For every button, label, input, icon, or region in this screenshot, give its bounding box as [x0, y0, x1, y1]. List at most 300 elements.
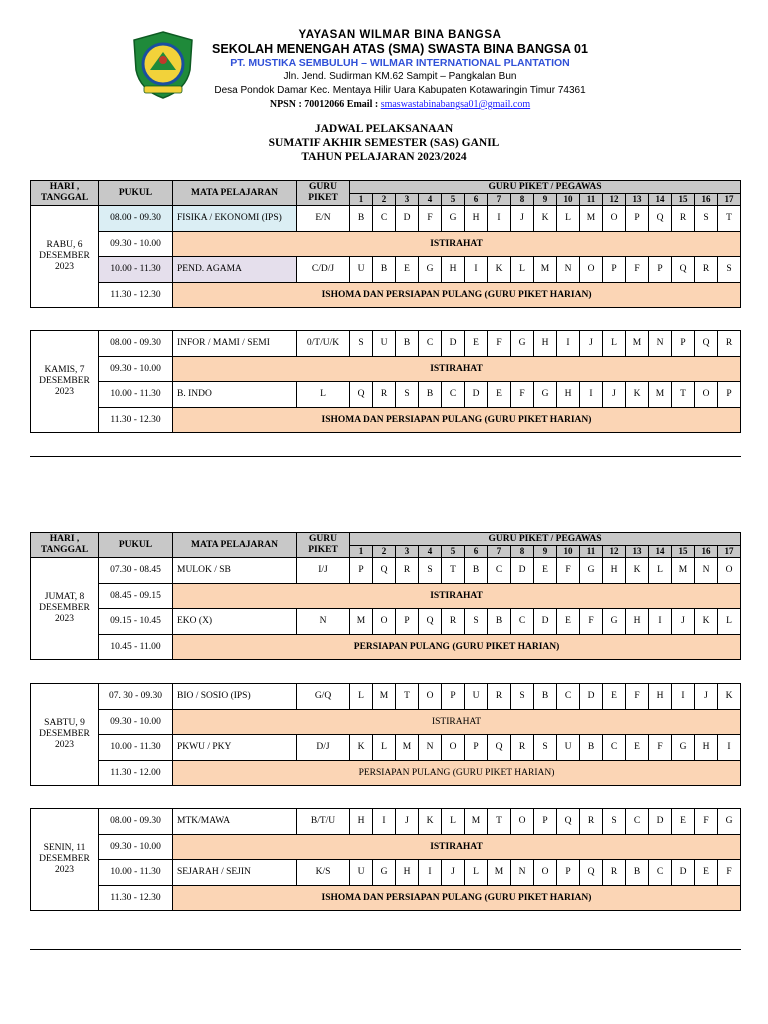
- break-row: [31, 709, 741, 735]
- time-cell: 08.45 - 09.15: [99, 583, 173, 609]
- guru-piket-cell: 0/T/U/K: [297, 331, 350, 357]
- header-number: 12: [603, 194, 626, 206]
- header-number: 3: [396, 194, 419, 206]
- pegawas-cell: O: [442, 735, 465, 761]
- time-cell: 11.30 - 12.30: [99, 885, 173, 911]
- pegawas-cell: G: [511, 331, 534, 357]
- pegawas-cell: E: [695, 860, 718, 886]
- break-label-cell: ISTIRAHAT: [173, 231, 741, 257]
- time-cell: 09.30 - 10.00: [99, 834, 173, 860]
- schedule-table: [30, 330, 741, 433]
- time-cell: 09.30 - 10.00: [99, 231, 173, 257]
- pegawas-cell: I: [373, 809, 396, 835]
- schedule-table: [30, 683, 741, 786]
- pegawas-cell: E: [534, 558, 557, 584]
- pegawas-cell: N: [695, 558, 718, 584]
- pegawas-cell: R: [488, 684, 511, 710]
- pegawas-cell: M: [534, 257, 557, 283]
- pegawas-cell: H: [603, 558, 626, 584]
- pegawas-cell: P: [396, 609, 419, 635]
- pegawas-cell: O: [718, 558, 741, 584]
- pegawas-cell: F: [626, 684, 649, 710]
- guru-piket-cell: E/N: [297, 206, 350, 232]
- exam-row: [31, 257, 741, 283]
- pegawas-cell: Q: [695, 331, 718, 357]
- time-cell: 08.00 - 09.30: [99, 809, 173, 835]
- schedule-table: [30, 532, 741, 660]
- pegawas-cell: G: [718, 809, 741, 835]
- pegawas-cell: F: [626, 257, 649, 283]
- pegawas-cell: S: [695, 206, 718, 232]
- pegawas-cell: H: [465, 206, 488, 232]
- pegawas-cell: P: [442, 684, 465, 710]
- time-cell: 11.30 - 12.00: [99, 760, 173, 786]
- pegawas-cell: B: [488, 609, 511, 635]
- pegawas-cell: T: [442, 558, 465, 584]
- header-number: 7: [488, 546, 511, 558]
- address-line-1: Jln. Jend. Sudirman KM.62 Sampit – Pangkalan Bun: [283, 71, 517, 82]
- header-time: PUKUL: [99, 181, 173, 206]
- subject-cell: MULOK / SB: [173, 558, 297, 584]
- time-cell: 09.15 - 10.45: [99, 609, 173, 635]
- pegawas-cell: S: [718, 257, 741, 283]
- header-number: 16: [695, 194, 718, 206]
- pegawas-cell: S: [511, 684, 534, 710]
- separator-line: [30, 949, 741, 950]
- time-cell: 09.30 - 10.00: [99, 356, 173, 382]
- pegawas-cell: K: [695, 609, 718, 635]
- pegawas-cell: N: [649, 331, 672, 357]
- pegawas-cell: J: [396, 809, 419, 835]
- pegawas-cell: M: [580, 206, 603, 232]
- subject-cell: EKO (X): [173, 609, 297, 635]
- title-line-2: SUMATIF AKHIR SEMESTER (SAS) GANIL: [268, 137, 500, 149]
- break-label-cell: PERSIAPAN PULANG (GURU PIKET HARIAN): [173, 634, 741, 660]
- header-number: 6: [465, 194, 488, 206]
- pegawas-cell: K: [718, 684, 741, 710]
- subject-cell: FISIKA / EKONOMI (IPS): [173, 206, 297, 232]
- break-label-cell: ISHOMA DAN PERSIAPAN PULANG (GURU PIKET HARIAN): [173, 282, 741, 308]
- header-number: 6: [465, 546, 488, 558]
- pegawas-cell: C: [419, 331, 442, 357]
- time-cell: 09.30 - 10.00: [99, 709, 173, 735]
- pegawas-cell: I: [649, 609, 672, 635]
- separator-line: [30, 456, 741, 457]
- header-subject: MATA PELAJARAN: [173, 533, 297, 558]
- pegawas-cell: R: [511, 735, 534, 761]
- break-row: [31, 634, 741, 660]
- pegawas-cell: O: [534, 860, 557, 886]
- header-day: HARI , TANGGAL: [31, 533, 99, 558]
- day-date-cell: RABU, 6 DESEMBER 2023: [31, 206, 99, 308]
- break-label-cell: ISHOMA DAN PERSIAPAN PULANG (GURU PIKET HARIAN): [173, 407, 741, 433]
- pegawas-cell: Q: [419, 609, 442, 635]
- pegawas-cell: E: [557, 609, 580, 635]
- header-number: 5: [442, 194, 465, 206]
- pegawas-cell: S: [419, 558, 442, 584]
- time-cell: 08.00 - 09.30: [99, 206, 173, 232]
- guru-piket-cell: L: [297, 382, 350, 408]
- pegawas-cell: P: [626, 206, 649, 232]
- break-row: [31, 885, 741, 911]
- header-number: 3: [396, 546, 419, 558]
- pegawas-cell: I: [672, 684, 695, 710]
- pegawas-cell: R: [580, 809, 603, 835]
- header-number: 9: [534, 546, 557, 558]
- pegawas-cell: T: [672, 382, 695, 408]
- break-row: [31, 583, 741, 609]
- pegawas-cell: H: [534, 331, 557, 357]
- pegawas-cell: O: [511, 809, 534, 835]
- pegawas-cell: E: [396, 257, 419, 283]
- pegawas-cell: P: [350, 558, 373, 584]
- subject-cell: PEND. AGAMA: [173, 257, 297, 283]
- guru-piket-cell: K/S: [297, 860, 350, 886]
- time-cell: 07.30 - 08.45: [99, 558, 173, 584]
- time-cell: 11.30 - 12.30: [99, 407, 173, 433]
- guru-piket-cell: N: [297, 609, 350, 635]
- pegawas-cell: J: [695, 684, 718, 710]
- pegawas-cell: L: [649, 558, 672, 584]
- school-logo-icon: [130, 30, 196, 100]
- pegawas-cell: L: [442, 809, 465, 835]
- pegawas-cell: C: [649, 860, 672, 886]
- pegawas-cell: K: [488, 257, 511, 283]
- pegawas-cell: T: [396, 684, 419, 710]
- pegawas-cell: I: [557, 331, 580, 357]
- pegawas-cell: P: [557, 860, 580, 886]
- pegawas-cell: L: [511, 257, 534, 283]
- pegawas-cell: J: [511, 206, 534, 232]
- day-date-cell: SENIN, 11 DESEMBER 2023: [31, 809, 99, 911]
- pegawas-cell: C: [373, 206, 396, 232]
- header-number: 8: [511, 546, 534, 558]
- pegawas-cell: E: [672, 809, 695, 835]
- subject-cell: MTK/MAWA: [173, 809, 297, 835]
- pegawas-cell: J: [672, 609, 695, 635]
- pegawas-cell: L: [350, 684, 373, 710]
- pegawas-cell: R: [442, 609, 465, 635]
- header-number: 4: [419, 546, 442, 558]
- pegawas-cell: D: [580, 684, 603, 710]
- title-line-3: TAHUN PELAJARAN 2023/2024: [301, 151, 467, 163]
- pegawas-cell: M: [672, 558, 695, 584]
- pegawas-cell: S: [603, 809, 626, 835]
- pegawas-cell: L: [557, 206, 580, 232]
- pegawas-cell: D: [649, 809, 672, 835]
- pegawas-cell: M: [488, 860, 511, 886]
- pegawas-cell: S: [534, 735, 557, 761]
- header-row: [31, 533, 741, 546]
- pegawas-cell: H: [626, 609, 649, 635]
- pegawas-cell: U: [350, 860, 373, 886]
- pegawas-cell: M: [373, 684, 396, 710]
- pegawas-cell: B: [373, 257, 396, 283]
- pegawas-cell: R: [603, 860, 626, 886]
- subject-cell: SEJARAH / SEJIN: [173, 860, 297, 886]
- pegawas-cell: S: [350, 331, 373, 357]
- pegawas-cell: O: [373, 609, 396, 635]
- pegawas-cell: H: [442, 257, 465, 283]
- pegawas-cell: K: [350, 735, 373, 761]
- pegawas-cell: Q: [373, 558, 396, 584]
- schedule-table: [30, 180, 741, 308]
- subject-cell: PKWU / PKY: [173, 735, 297, 761]
- pegawas-cell: E: [626, 735, 649, 761]
- pegawas-cell: P: [718, 382, 741, 408]
- pegawas-cell: N: [557, 257, 580, 283]
- header-number: 13: [626, 194, 649, 206]
- pegawas-cell: Q: [557, 809, 580, 835]
- pegawas-cell: K: [534, 206, 557, 232]
- header-number: 9: [534, 194, 557, 206]
- time-cell: 10.00 - 11.30: [99, 382, 173, 408]
- header-number: 10: [557, 194, 580, 206]
- pegawas-cell: U: [557, 735, 580, 761]
- time-cell: 10.00 - 11.30: [99, 735, 173, 761]
- pegawas-cell: Q: [350, 382, 373, 408]
- time-cell: 10.00 - 11.30: [99, 860, 173, 886]
- pegawas-cell: F: [649, 735, 672, 761]
- pegawas-cell: B: [580, 735, 603, 761]
- pegawas-cell: N: [511, 860, 534, 886]
- pegawas-cell: G: [603, 609, 626, 635]
- exam-row: [31, 558, 741, 584]
- pegawas-cell: I: [580, 382, 603, 408]
- school-name: SEKOLAH MENENGAH ATAS (SMA) SWASTA BINA BANGSA 01: [212, 42, 588, 56]
- exam-row: [31, 382, 741, 408]
- npsn-line: [200, 98, 600, 112]
- pegawas-cell: P: [534, 809, 557, 835]
- pegawas-cell: I: [488, 206, 511, 232]
- pegawas-cell: U: [465, 684, 488, 710]
- header-number: 17: [718, 194, 741, 206]
- pegawas-cell: C: [511, 609, 534, 635]
- pegawas-cell: E: [603, 684, 626, 710]
- pegawas-cell: J: [442, 860, 465, 886]
- pegawas-cell: O: [580, 257, 603, 283]
- subject-cell: BIO / SOSIO (IPS): [173, 684, 297, 710]
- pegawas-cell: B: [465, 558, 488, 584]
- pegawas-cell: I: [718, 735, 741, 761]
- header-number: 10: [557, 546, 580, 558]
- pegawas-cell: F: [718, 860, 741, 886]
- pegawas-cell: G: [442, 206, 465, 232]
- pegawas-cell: R: [396, 558, 419, 584]
- pegawas-cell: R: [373, 382, 396, 408]
- pegawas-cell: S: [396, 382, 419, 408]
- header-number: 5: [442, 546, 465, 558]
- break-label-cell: ISTIRAHAT: [173, 709, 741, 735]
- pegawas-cell: B: [626, 860, 649, 886]
- pegawas-cell: B: [534, 684, 557, 710]
- pegawas-cell: Q: [580, 860, 603, 886]
- guru-piket-cell: D/J: [297, 735, 350, 761]
- pegawas-cell: D: [511, 558, 534, 584]
- pegawas-cell: O: [419, 684, 442, 710]
- pegawas-cell: P: [672, 331, 695, 357]
- header-number: 16: [695, 546, 718, 558]
- pegawas-cell: P: [603, 257, 626, 283]
- pegawas-cell: S: [465, 609, 488, 635]
- time-cell: 10.00 - 11.30: [99, 257, 173, 283]
- pegawas-cell: T: [488, 809, 511, 835]
- exam-row: [31, 860, 741, 886]
- pegawas-cell: G: [672, 735, 695, 761]
- break-label-cell: PERSIAPAN PULANG (GURU PIKET HARIAN): [173, 760, 741, 786]
- pegawas-cell: Q: [649, 206, 672, 232]
- header-number: 17: [718, 546, 741, 558]
- title-line-1: JADWAL PELAKSANAAN: [314, 123, 454, 135]
- pegawas-cell: L: [465, 860, 488, 886]
- header-number: 15: [672, 194, 695, 206]
- pegawas-cell: M: [465, 809, 488, 835]
- pegawas-cell: K: [419, 809, 442, 835]
- pegawas-cell: B: [396, 331, 419, 357]
- time-cell: 10.45 - 11.00: [99, 634, 173, 660]
- pegawas-cell: C: [603, 735, 626, 761]
- address-line-2: Desa Pondok Damar Kec. Mentaya Hilir Uara Kabupaten Kotawaringin Timur 74361: [214, 85, 586, 96]
- header-number: 8: [511, 194, 534, 206]
- pegawas-cell: C: [626, 809, 649, 835]
- guru-piket-cell: G/Q: [297, 684, 350, 710]
- pegawas-cell: U: [373, 331, 396, 357]
- header-subject: MATA PELAJARAN: [173, 181, 297, 206]
- header-number: 1: [350, 546, 373, 558]
- header-number: 12: [603, 546, 626, 558]
- header-number: 2: [373, 546, 396, 558]
- header-number: 7: [488, 194, 511, 206]
- schedule-table: [30, 808, 741, 911]
- header-number: 1: [350, 194, 373, 206]
- pegawas-cell: C: [442, 382, 465, 408]
- pegawas-cell: Q: [672, 257, 695, 283]
- header-number: 4: [419, 194, 442, 206]
- pegawas-cell: P: [465, 735, 488, 761]
- pegawas-cell: B: [419, 382, 442, 408]
- pegawas-cell: L: [373, 735, 396, 761]
- pegawas-cell: E: [488, 382, 511, 408]
- header-guru-piket: GURU PIKET: [297, 533, 350, 558]
- exam-row: [31, 735, 741, 761]
- pegawas-cell: D: [534, 609, 557, 635]
- guru-piket-cell: I/J: [297, 558, 350, 584]
- pegawas-cell: P: [649, 257, 672, 283]
- pegawas-cell: N: [419, 735, 442, 761]
- day-date-cell: JUMAT, 8 DESEMBER 2023: [31, 558, 99, 660]
- pegawas-cell: M: [626, 331, 649, 357]
- time-cell: 08.00 - 09.30: [99, 331, 173, 357]
- pegawas-cell: G: [373, 860, 396, 886]
- pegawas-cell: U: [350, 257, 373, 283]
- break-label-cell: ISTIRAHAT: [173, 834, 741, 860]
- header-pegawas-group: GURU PIKET / PEGAWAS: [350, 181, 741, 194]
- pegawas-cell: E: [465, 331, 488, 357]
- header-guru-piket: GURU PIKET: [297, 181, 350, 206]
- document-title: [0, 122, 768, 164]
- exam-row: [31, 331, 741, 357]
- pegawas-cell: T: [718, 206, 741, 232]
- pegawas-cell: G: [580, 558, 603, 584]
- pegawas-cell: K: [626, 558, 649, 584]
- header-number: 11: [580, 194, 603, 206]
- pegawas-cell: I: [419, 860, 442, 886]
- pegawas-cell: G: [419, 257, 442, 283]
- npsn-label: NPSN : 70012066 Email :: [269, 99, 381, 110]
- break-row: [31, 282, 741, 308]
- break-row: [31, 231, 741, 257]
- pegawas-cell: Q: [488, 735, 511, 761]
- header-day: HARI , TANGGAL: [31, 181, 99, 206]
- email-link[interactable]: smaswastabinabangsa01@gmail.com: [380, 99, 531, 110]
- pegawas-cell: F: [488, 331, 511, 357]
- pegawas-cell: F: [580, 609, 603, 635]
- pegawas-cell: F: [419, 206, 442, 232]
- exam-row: [31, 206, 741, 232]
- exam-row: [31, 684, 741, 710]
- header-number: 2: [373, 194, 396, 206]
- pegawas-cell: H: [350, 809, 373, 835]
- pegawas-cell: C: [557, 684, 580, 710]
- pegawas-cell: R: [672, 206, 695, 232]
- header-number: 13: [626, 546, 649, 558]
- subject-cell: B. INDO: [173, 382, 297, 408]
- pegawas-cell: F: [511, 382, 534, 408]
- header-pegawas-group: GURU PIKET / PEGAWAS: [350, 533, 741, 546]
- break-label-cell: ISHOMA DAN PERSIAPAN PULANG (GURU PIKET HARIAN): [173, 885, 741, 911]
- header-number: 11: [580, 546, 603, 558]
- pegawas-cell: D: [396, 206, 419, 232]
- subject-cell: INFOR / MAMI / SEMI: [173, 331, 297, 357]
- break-row: [31, 760, 741, 786]
- break-row: [31, 407, 741, 433]
- header-number: 14: [649, 194, 672, 206]
- pegawas-cell: R: [695, 257, 718, 283]
- time-cell: 07. 30 - 09.30: [99, 684, 173, 710]
- header-number: 14: [649, 546, 672, 558]
- header-time: PUKUL: [99, 533, 173, 558]
- pegawas-cell: B: [350, 206, 373, 232]
- day-date-cell: KAMIS, 7 DESEMBER 2023: [31, 331, 99, 433]
- pegawas-cell: D: [442, 331, 465, 357]
- exam-row: [31, 609, 741, 635]
- day-date-cell: SABTU, 9 DESEMBER 2023: [31, 684, 99, 786]
- break-label-cell: ISTIRAHAT: [173, 356, 741, 382]
- pegawas-cell: H: [396, 860, 419, 886]
- pegawas-cell: M: [350, 609, 373, 635]
- company-name: PT. MUSTIKA SEMBULUH – WILMAR INTERNATIONAL PLANTATION: [230, 57, 570, 69]
- pegawas-cell: M: [649, 382, 672, 408]
- pegawas-cell: D: [672, 860, 695, 886]
- foundation-name: YAYASAN WILMAR BINA BANGSA: [298, 29, 502, 41]
- pegawas-cell: H: [695, 735, 718, 761]
- pegawas-cell: K: [626, 382, 649, 408]
- pegawas-cell: L: [718, 609, 741, 635]
- header-row: [31, 181, 741, 194]
- pegawas-cell: G: [534, 382, 557, 408]
- exam-row: [31, 809, 741, 835]
- pegawas-cell: F: [695, 809, 718, 835]
- break-row: [31, 834, 741, 860]
- pegawas-cell: J: [603, 382, 626, 408]
- pegawas-cell: F: [557, 558, 580, 584]
- pegawas-cell: O: [695, 382, 718, 408]
- guru-piket-cell: B/T/U: [297, 809, 350, 835]
- pegawas-cell: D: [465, 382, 488, 408]
- letterhead: [0, 0, 768, 110]
- break-row: [31, 356, 741, 382]
- break-label-cell: ISTIRAHAT: [173, 583, 741, 609]
